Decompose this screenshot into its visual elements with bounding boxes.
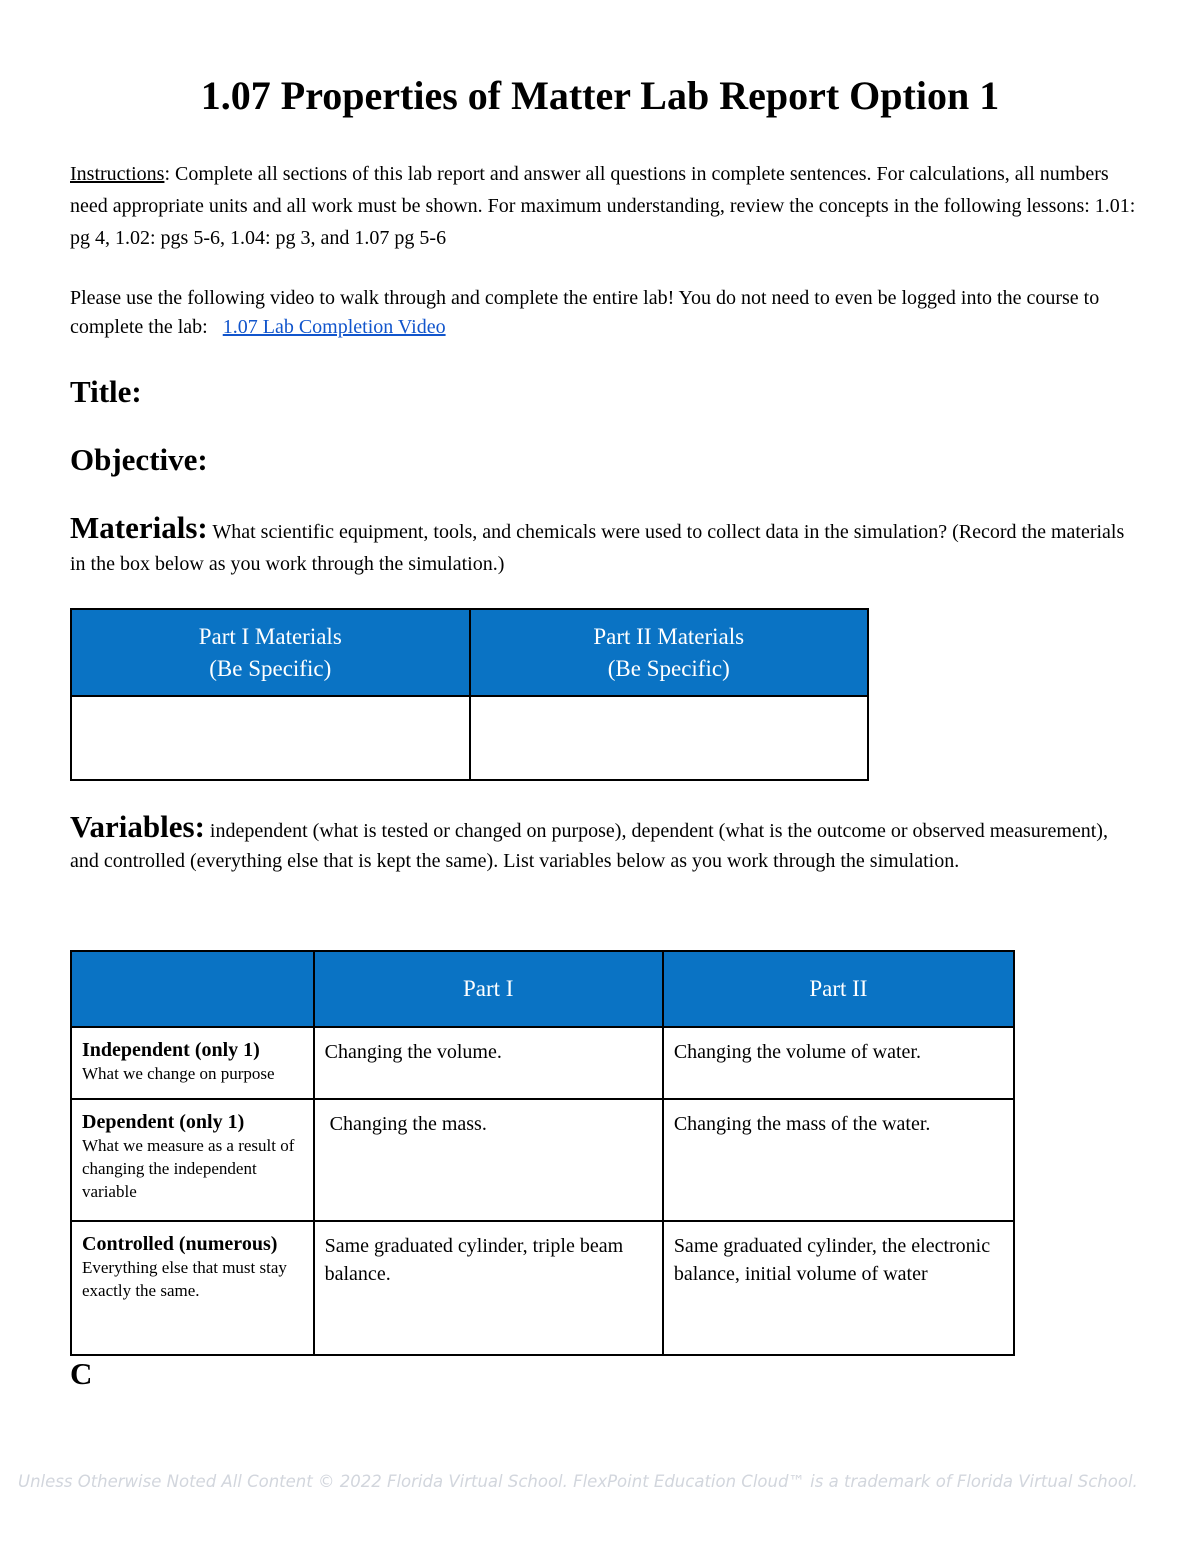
independent-label: Independent (only 1) [82, 1039, 260, 1061]
stray-letter: C [70, 1356, 93, 1391]
controlled-sublabel: Everything else that must stay exactly the same. [82, 1258, 287, 1300]
controlled-part1-cell[interactable]: Same graduated cylinder, triple beam balance. [314, 1221, 663, 1355]
variables-section [70, 809, 1140, 876]
instructions-label: Instructions [70, 163, 165, 185]
objective-heading: Objective: [70, 442, 208, 477]
dependent-part1-cell[interactable]: Changing the mass. [314, 1099, 663, 1221]
variables-prompt: independent (what is tested or changed on purpose), dependent (what is the outcome or observed measurement), and controlled (everything else that is kept the same). List variables below as you work through the simulation. [70, 820, 1108, 872]
variables-header-blank [71, 951, 314, 1027]
materials-table [70, 608, 869, 781]
copyright-footer: Unless Otherwise Noted All Content © 2022 Florida Virtual School. FlexPoint Education Cloud™ is a trademark of Florida Virtual School. [18, 1472, 1138, 1491]
materials-header-part1 [71, 609, 470, 696]
variables-header-part2: Part II [663, 951, 1014, 1027]
lab-video-link[interactable]: 1.07 Lab Completion Video [222, 316, 446, 338]
dependent-row-header [71, 1099, 314, 1221]
controlled-label: Controlled (numerous) [82, 1233, 278, 1255]
materials-prompt: What scientific equipment, tools, and chemicals were used to collect data in the simulation? (Record the materials in the box below as you work through the simulation.) [70, 521, 1125, 575]
materials-cell-part1[interactable] [71, 696, 470, 780]
materials-header-part2-note: (Be Specific) [607, 655, 730, 681]
dependent-part2-cell[interactable]: Changing the mass of the water. [663, 1099, 1014, 1221]
materials-header-part1-title: Part I Materials [198, 623, 342, 649]
variables-heading: Variables: [70, 809, 205, 844]
video-text: Please use the following video to walk through and complete the entire lab! You do not need to even be logged into the course to complete the lab: [70, 287, 1100, 338]
materials-header-part1-note: (Be Specific) [209, 655, 332, 681]
controlled-row-header [71, 1221, 314, 1355]
controlled-part2-cell[interactable]: Same graduated cylinder, the electronic balance, initial volume of water [663, 1221, 1014, 1355]
dependent-sublabel: What we measure as a result of changing the independent variable [82, 1136, 295, 1201]
instructions-paragraph [70, 158, 1140, 254]
materials-header-part2-title: Part II Materials [593, 623, 745, 649]
independent-part2-cell[interactable]: Changing the volume of water. [663, 1027, 1014, 1099]
dependent-label: Dependent (only 1) [82, 1111, 245, 1133]
title-heading: Title: [70, 374, 142, 409]
materials-heading: Materials: [70, 510, 208, 545]
independent-sublabel: What we change on purpose [82, 1064, 275, 1083]
page-title: 1.07 Properties of Matter Lab Report Option 1 [200, 73, 1000, 118]
materials-cell-part2[interactable] [470, 696, 869, 780]
video-paragraph [70, 284, 1140, 342]
variables-header-part1: Part I [314, 951, 663, 1027]
materials-section [70, 512, 1140, 580]
materials-header-part2 [470, 609, 869, 696]
independent-row-header [71, 1027, 314, 1099]
instructions-text: : Complete all sections of this lab report and answer all questions in complete sentences. For calculations, all numbers need appropriate units and all work must be shown. For maximum understanding, review the concepts in the following lessons: 1.01: pg 4, 1.02: pgs 5-6, 1.04: pg 3, and 1.07 pg 5-6 [70, 163, 1136, 249]
variables-table [70, 950, 1015, 1356]
independent-part1-cell[interactable]: Changing the volume. [314, 1027, 663, 1099]
